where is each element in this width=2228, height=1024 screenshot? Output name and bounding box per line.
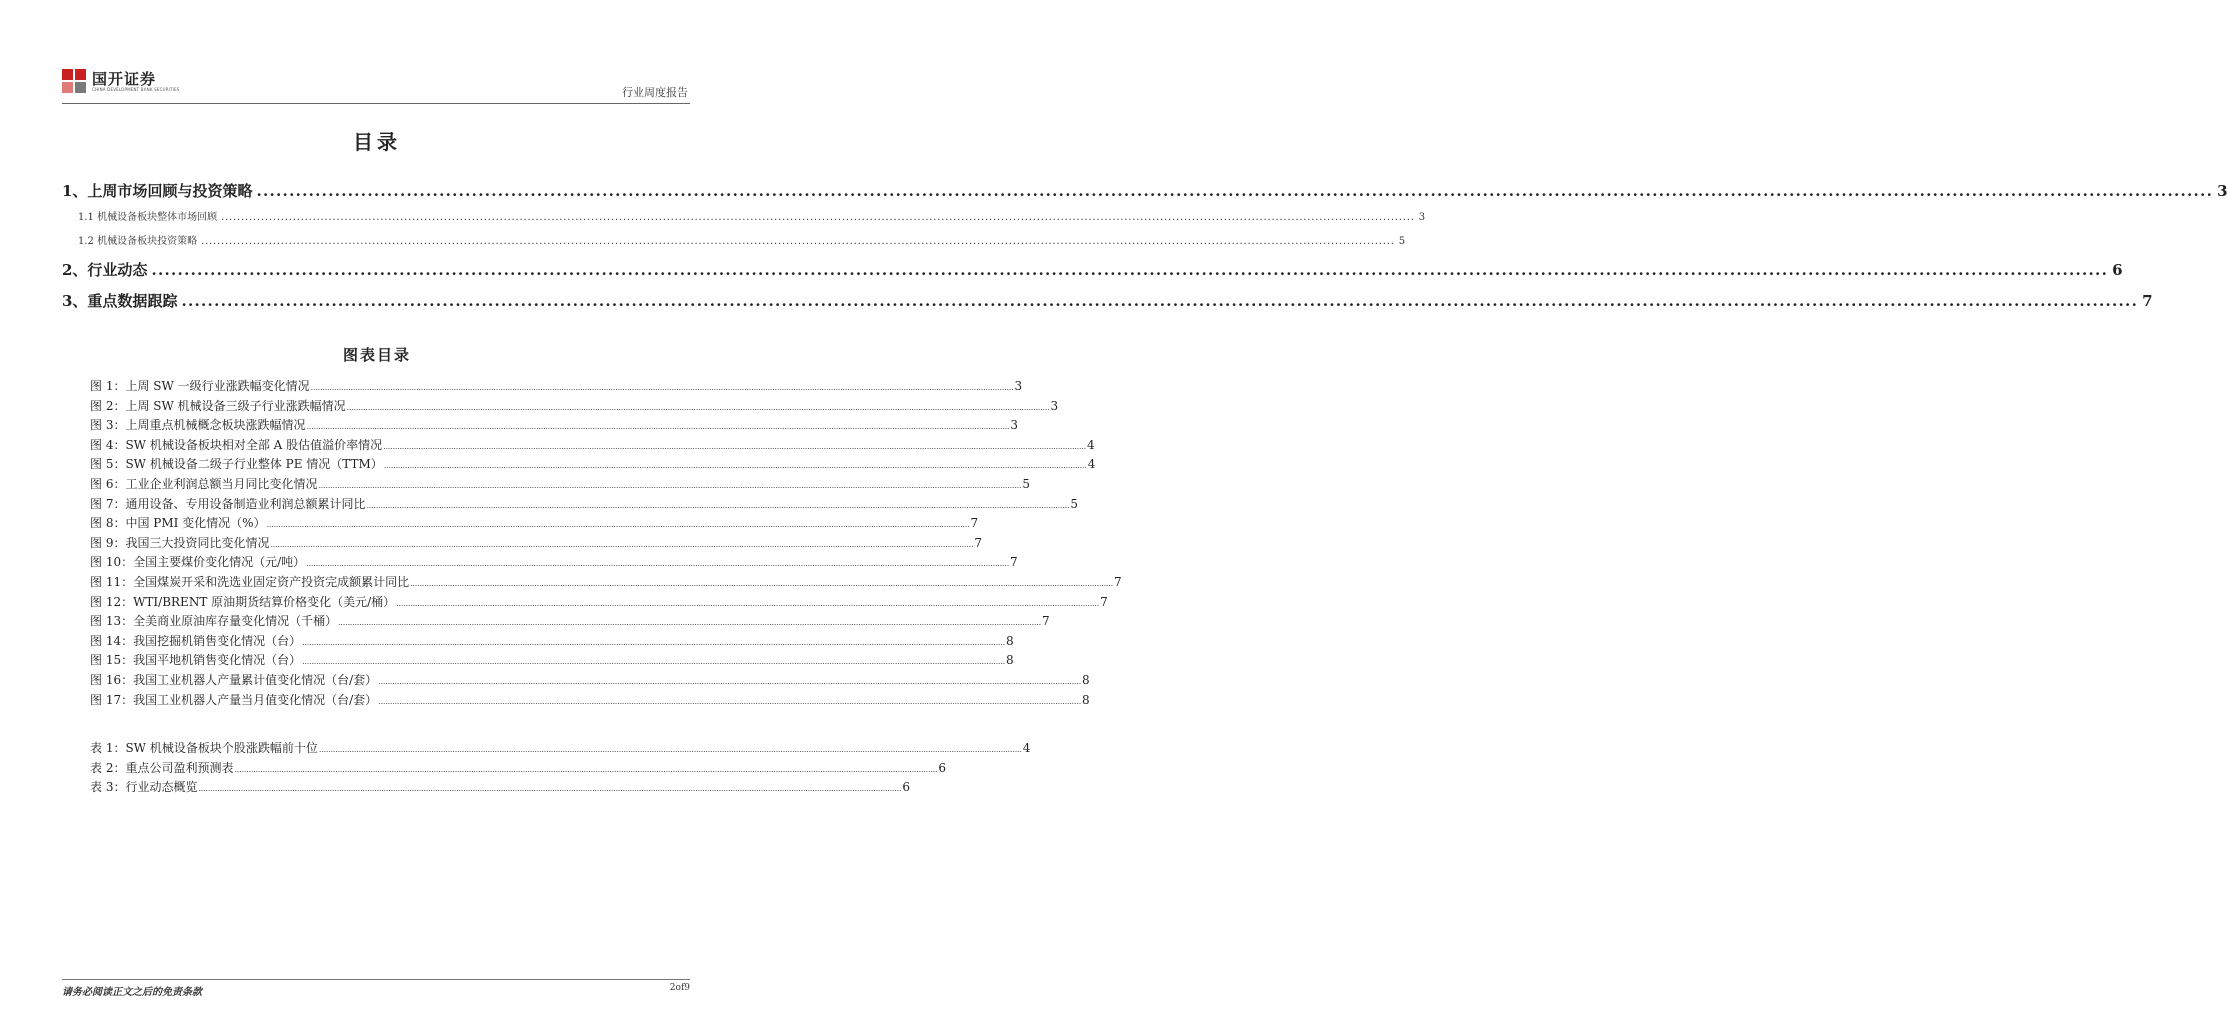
figure-entry[interactable] — [90, 553, 1018, 570]
figure-entry-page: 4 — [1087, 437, 1095, 452]
figure-entry-label: 图 17：我国工业机器人产量当月值变化情况（台/套） — [90, 692, 378, 707]
dot-leader: ............................................................................................................................................................................................................................................................................................................ — [306, 559, 1010, 569]
figure-entry-label: 图 13：全美商业原油库存量变化情况（千桶） — [90, 614, 338, 629]
figure-entry-page: 7 — [1010, 555, 1018, 570]
figure-entry[interactable] — [90, 671, 1090, 688]
figure-entry[interactable] — [90, 377, 1023, 394]
figure-entry-label: 图 15：我国平地机销售变化情况（台） — [90, 653, 302, 668]
table-entry[interactable] — [90, 739, 1031, 756]
figure-entry[interactable] — [90, 514, 979, 531]
toc-entry-label: 1.2 机械设备板块投资策略 — [78, 236, 198, 247]
dot-leader: ............................................................................................................................................................................................................................................................................................................ — [256, 182, 2214, 200]
figure-entry[interactable] — [90, 455, 1096, 472]
figure-entry-page: 3 — [1010, 418, 1018, 433]
table-entry-label: 表 1：SW 机械设备板块个股涨跌幅前十位 — [90, 741, 318, 755]
figure-entry[interactable] — [90, 593, 1108, 610]
figure-entry-page: 3 — [1050, 398, 1059, 413]
figure-entry-label: 图 10：全国主要煤价变化情况（元/吨） — [90, 555, 306, 570]
header-divider — [62, 103, 690, 104]
figure-entry-label: 图 16：我国工业机器人产量累计值变化情况（台/套） — [90, 673, 378, 687]
dot-leader: ............................................................................................................................................................................................................................................................................................................ — [306, 422, 1010, 432]
figure-entry-page: 8 — [1082, 673, 1090, 687]
figure-entry-label: 图 2：上周 SW 机械设备三级子行业涨跌幅情况 — [90, 398, 346, 413]
figures-title: 图表目录 — [342, 346, 411, 364]
figure-entry[interactable] — [90, 632, 1014, 649]
figure-entry-page: 5 — [1070, 496, 1078, 511]
figure-entry-label: 图 9：我国三大投资同比变化情况 — [90, 535, 270, 550]
dot-leader: ............................................................................................................................................................................................................................................................................................................ — [310, 383, 1014, 392]
figure-entry-page: 7 — [974, 535, 982, 550]
table-entry[interactable] — [90, 778, 910, 795]
dot-leader: ............................................................................................................................................................................................................................................................................................................ — [151, 261, 2109, 279]
figure-entry-page: 4 — [1087, 457, 1096, 472]
toc-entry-page: 7 — [2142, 292, 2153, 310]
figure-entry-label: 图 14：我国挖掘机销售变化情况（台） — [90, 633, 302, 648]
dot-leader: ............................................................................................................................................................................................................................................................................................................ — [383, 461, 1087, 471]
report-type: 行业周度报告 — [622, 86, 688, 99]
table-entry-label: 表 2：重点公司盈利预测表 — [90, 760, 234, 775]
dot-leader: ............................................................................................................................................................................................................................................................................................................ — [270, 539, 974, 549]
toc-entry-page: 3 — [2217, 182, 2228, 200]
dot-leader: ............................................................................................................................................................................................................................................................................................................ — [383, 441, 1087, 451]
toc-entry[interactable] — [62, 290, 2153, 311]
figure-entry-page: 7 — [1114, 575, 1122, 589]
figure-entry-page: 7 — [970, 516, 979, 531]
toc-entry-label: 1、上周市场回顾与投资策略 — [62, 182, 253, 200]
figure-entry-label: 图 6：工业企业利润总额当月同比变化情况 — [90, 477, 318, 491]
figure-entry-page: 8 — [1082, 692, 1090, 707]
dot-leader: ............................................................................................................................................................................................................................................................................................................ — [221, 212, 1415, 223]
footer-divider — [62, 979, 690, 980]
dot-leader: ............................................................................................................................................................................................................................................................................................................ — [396, 598, 1100, 608]
figure-entry[interactable] — [90, 397, 1059, 414]
dot-leader: ............................................................................................................................................................................................................................................................................................................ — [302, 657, 1005, 667]
figure-entry-page: 5 — [1022, 477, 1030, 491]
figure-entry[interactable] — [90, 573, 1122, 590]
dot-leader: ............................................................................................................................................................................................................................................................................................................ — [198, 784, 902, 794]
figure-entry[interactable] — [90, 534, 982, 551]
figure-entry[interactable] — [90, 612, 1050, 629]
figure-entry-page: 7 — [1100, 594, 1108, 609]
figure-entry-label: 图 1：上周 SW 一级行业涨跌幅变化情况 — [90, 379, 310, 393]
disclaimer-text: 请务必阅读正文之后的免责条款 — [62, 987, 202, 998]
company-name: 国开证券 — [92, 70, 157, 88]
figure-entry-page: 8 — [1006, 653, 1014, 668]
company-name-english: CHINA DEVELOPMENT BANK SECURITIES — [92, 87, 180, 92]
table-entry-page: 6 — [902, 780, 910, 795]
toc-entry-label: 3、重点数据跟踪 — [62, 292, 178, 310]
table-entry-page: 6 — [938, 760, 946, 775]
figure-entry-label: 图 7：通用设备、专用设备制造业利润总额累计同比 — [90, 496, 366, 511]
dot-leader: ............................................................................................................................................................................................................................................................................................................ — [366, 500, 1070, 510]
dot-leader: ............................................................................................................................................................................................................................................................................................................ — [378, 696, 1082, 706]
toc-entry[interactable] — [62, 259, 2123, 280]
figure-entry[interactable] — [90, 475, 1030, 492]
figure-entry-label: 图 4：SW 机械设备板块相对全部 A 股估值溢价率情况 — [90, 437, 383, 452]
figure-entry[interactable] — [90, 436, 1095, 453]
dot-leader: ............................................................................................................................................................................................................................................................................................................ — [346, 402, 1050, 412]
dot-leader: ............................................................................................................................................................................................................................................................................................................ — [234, 764, 938, 774]
page-indicator: 2of9 — [669, 983, 690, 993]
toc-entry-page: 5 — [1398, 236, 1406, 247]
toc-entry[interactable] — [62, 180, 2228, 201]
toc-entry-label: 1.1 机械设备板块整体市场回顾 — [78, 212, 218, 223]
dot-leader: ............................................................................................................................................................................................................................................................................................................ — [378, 677, 1082, 686]
toc-entry[interactable] — [62, 232, 1406, 247]
page-header — [62, 68, 690, 102]
dot-leader: ............................................................................................................................................................................................................................................................................................................ — [266, 520, 970, 530]
figure-entry-label: 图 11：全国煤炭开采和洗选业固定资产投资完成额累计同比 — [90, 575, 410, 589]
table-entry[interactable] — [90, 759, 946, 776]
dot-leader: ............................................................................................................................................................................................................................................................................................................ — [318, 481, 1022, 490]
dot-leader: ............................................................................................................................................................................................................................................................................................................ — [410, 579, 1113, 588]
figure-entry-page: 7 — [1042, 614, 1050, 629]
figure-entry[interactable] — [90, 691, 1090, 708]
figure-entry-label: 图 5：SW 机械设备二级子行业整体 PE 情况（TTM） — [90, 457, 383, 472]
figure-entry[interactable] — [90, 416, 1018, 433]
table-entry-page: 4 — [1022, 741, 1031, 755]
figure-entry[interactable] — [90, 651, 1014, 668]
dot-leader: ............................................................................................................................................................................................................................................................................................................ — [201, 236, 1395, 247]
figure-entry-label: 图 12：WTI/BRENT 原油期货结算价格变化（美元/桶） — [90, 594, 396, 609]
toc-entry-page: 6 — [2112, 261, 2123, 279]
dot-leader: ............................................................................................................................................................................................................................................................................................................ — [318, 745, 1022, 754]
figure-entry[interactable] — [90, 495, 1078, 512]
table-entry-label: 表 3：行业动态概览 — [90, 780, 198, 795]
dot-leader: ............................................................................................................................................................................................................................................................................................................ — [338, 618, 1041, 628]
toc-entry-page: 3 — [1418, 212, 1426, 223]
figure-entry-page: 3 — [1014, 379, 1023, 393]
figure-entry-page: 8 — [1006, 633, 1014, 648]
toc-entry[interactable] — [62, 208, 1426, 223]
dot-leader: ............................................................................................................................................................................................................................................................................................................ — [302, 637, 1005, 647]
toc-entry-label: 2、行业动态 — [62, 261, 148, 279]
company-logo-icon — [62, 69, 86, 93]
figure-entry-label: 图 8：中国 PMI 变化情况（%） — [90, 516, 266, 531]
toc-title: 目录 — [353, 130, 401, 154]
figure-entry-label: 图 3：上周重点机械概念板块涨跌幅情况 — [90, 418, 306, 433]
dot-leader: ............................................................................................................................................................................................................................................................................................................ — [181, 292, 2139, 310]
